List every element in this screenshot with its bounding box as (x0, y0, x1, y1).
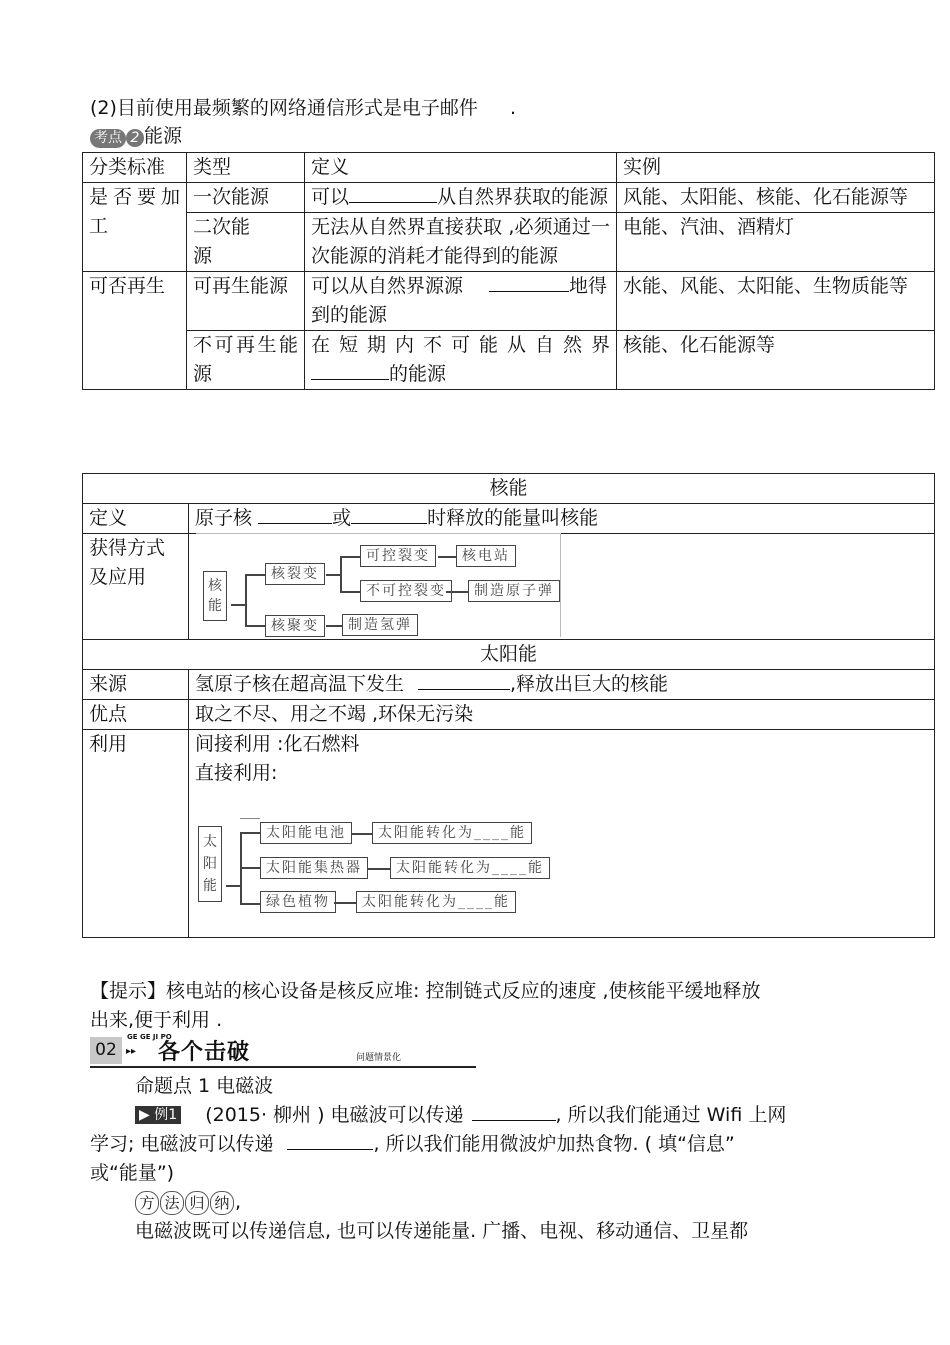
solar-root-box: 太阳能 (198, 826, 222, 902)
fill-blank (258, 505, 332, 524)
fission-box: 核裂变 (265, 563, 325, 585)
example-badge: ▶ 例1 (135, 1106, 181, 1124)
type-cell: 不可再生能源 (187, 331, 305, 390)
fusion-box: 核聚变 (265, 615, 325, 637)
tip-line-1: 【提示】核电站的核心设备是核反应堆: 控制链式反应的速度 ,使核能平缓地释放 (90, 980, 761, 1002)
last-line: 电磁波既可以传递信息, 也可以传递能量. 广播、电视、移动通信、卫星都 (135, 1220, 749, 1242)
fill-blank (349, 184, 437, 203)
power-plant-box: 核电站 (456, 545, 516, 567)
kaodian-heading (90, 122, 182, 151)
kaodian-badge: 考点 (90, 129, 126, 148)
header-std: 分类标准 (83, 153, 187, 183)
section-pinyin: GE GE JI PO (127, 1033, 172, 1041)
use-direct: 直接利用: (195, 762, 278, 784)
solar-cell-conv-box: 太阳能转化为____能 (372, 822, 532, 844)
def-cell: 可以 从自然界获取的能源 (305, 183, 617, 213)
table-header-row (83, 153, 935, 183)
section-number: 02 (90, 1037, 122, 1064)
fill-blank (472, 1102, 556, 1121)
table-row (83, 272, 935, 331)
example-line-2: 学习; 电磁波可以传递 , 所以我们能用微波炉加热食物. ( 填“信息” (90, 1133, 735, 1155)
section-subtitle: 问题情景化 (356, 1053, 402, 1063)
mingti-line: 命题点 1 电磁波 (135, 1075, 274, 1097)
def-cell: 在短期内不可能从自然界 的能源 (305, 331, 617, 390)
use-indirect: 间接利用 :化石燃料 (195, 733, 360, 755)
nuclear-def-label: 定义 (83, 504, 189, 534)
header-type: 类型 (187, 153, 305, 183)
nuclear-get-label: 获得方式及应用 (83, 534, 189, 640)
solar-cell-box: 太阳能电池 (260, 822, 352, 844)
fill-blank (311, 361, 389, 380)
fill-blank (351, 505, 427, 524)
uncontrolled-fission-box: 不可控裂变 (360, 580, 452, 602)
header-def: 定义 (305, 153, 617, 183)
nuclear-def: 原子核 或 时释放的能量叫核能 (189, 504, 935, 534)
play-icon: ▶ (139, 1107, 150, 1123)
solar-collector-box: 太阳能集热器 (260, 857, 368, 879)
std-cell: 可否再生 (83, 272, 187, 390)
fill-blank (418, 671, 510, 690)
source-label: 来源 (83, 670, 189, 700)
type-cell: 一次能源 (187, 183, 305, 213)
atomic-bomb-box: 制造原子弹 (468, 580, 560, 602)
example-line-1: ▶ 例1 (2015· 柳州 ) 电磁波可以传递 , 所以我们能通过 Wifi 上网 (135, 1101, 786, 1130)
kaodian-number: 2 (126, 129, 144, 147)
fill-blank (287, 1131, 373, 1150)
nuclear-root-box: 核能 (203, 571, 227, 621)
tip-line-2: 出来,便于利用 . (90, 1009, 223, 1031)
nuclear-title: 核能 (83, 474, 935, 504)
section-rule (90, 1066, 476, 1068)
section-title: 各个击破 (158, 1040, 251, 1065)
table-row (83, 331, 935, 390)
table-row (83, 213, 935, 272)
type-cell: 可再生能源 (187, 272, 305, 331)
example-cell: 风能、太阳能、核能、化石能源等 (617, 183, 935, 213)
std-cell: 是否要加工 (83, 183, 187, 272)
header-example: 实例 (617, 153, 935, 183)
def-cell: 可以从自然界源源 地得到的能源 (305, 272, 617, 331)
energy-table (82, 152, 935, 390)
example-cell: 核能、化石能源等 (617, 331, 935, 390)
intro-line: (2)目前使用最频繁的网络通信形式是电子邮件 . (90, 97, 517, 119)
adv-text: 取之不尽、用之不竭 ,环保无污染 (189, 700, 935, 730)
solar-collector-conv-box: 太阳能转化为____能 (390, 857, 550, 879)
hydrogen-bomb-box: 制造氢弹 (342, 614, 418, 636)
method-heading: 方 法 归 纳 , (135, 1188, 241, 1217)
type-cell: 二次能源 (187, 213, 305, 272)
table-row (83, 183, 935, 213)
controlled-fission-box: 可控裂变 (360, 545, 436, 567)
example-cell: 水能、风能、太阳能、生物质能等 (617, 272, 935, 331)
solar-title: 太阳能 (83, 640, 935, 670)
green-plant-conv-box: 太阳能转化为____能 (356, 891, 516, 913)
kaodian-title: 能源 (144, 125, 183, 147)
adv-label: 优点 (83, 700, 189, 730)
example-line-3: 或“能量”) (90, 1162, 175, 1184)
fill-blank (489, 273, 569, 292)
example-cell: 电能、汽油、酒精灯 (617, 213, 935, 272)
def-cell: 无法从自然界直接获取 ,必须通过一次能源的消耗才能得到的能源 (305, 213, 617, 272)
green-plant-box: 绿色植物 (260, 891, 336, 913)
use-label: 利用 (83, 730, 189, 938)
source-text: 氢原子核在超高温下发生 ,释放出巨大的核能 (189, 670, 935, 700)
arrows-icon: ▸▸ (126, 1046, 137, 1057)
